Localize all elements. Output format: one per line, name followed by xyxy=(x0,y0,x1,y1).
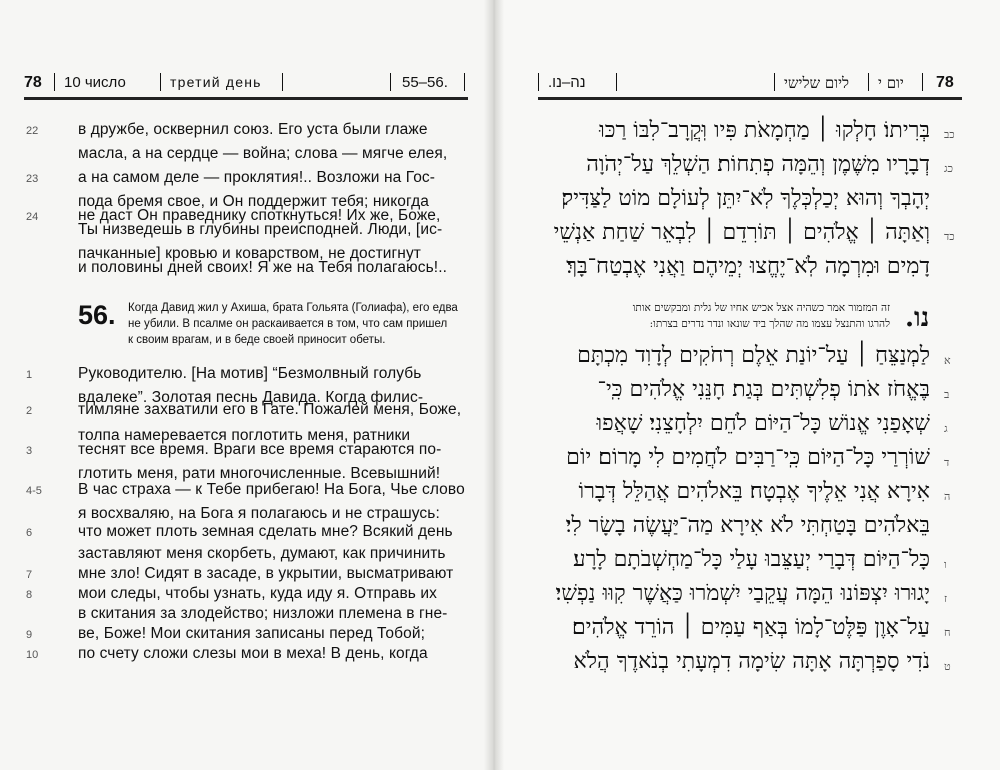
hebrew-line: שְׁאָפַנִי אֱנוֹשׁ כָּל־הַיּוֹם לֹחֵם יִלְחָצֵנִי׃ שָׁאֲפוּ xyxy=(596,411,930,436)
book-gutter xyxy=(484,0,504,770)
text-line: мои следы, чтобы узнать, куда иду я. Отправь их xyxy=(78,585,437,602)
header-divider xyxy=(54,73,55,91)
right-day-name: ליום שלישי xyxy=(784,74,850,92)
verse-number: 22 xyxy=(26,125,39,137)
verse-number: ח xyxy=(944,626,951,639)
verse-number: כד xyxy=(944,230,955,243)
left-psalms-range: 55–56. xyxy=(402,74,448,91)
verse-number: 23 xyxy=(26,173,39,185)
verse-number: 8 xyxy=(26,589,33,601)
text-line: глотить меня, рати многочисленные. Всевышний! xyxy=(78,465,441,482)
text-line: ве, Боже! Мои скитания записаны перед Тобой; xyxy=(78,625,425,642)
verse-number: ה xyxy=(944,490,951,503)
right-psalms-range: נה–נו. xyxy=(548,74,586,91)
text-line: мне зло! Сидят в засаде, в укрытии, высматривают xyxy=(78,565,454,582)
psalm-56-intro-line: не убили. В псалме он раскаивается в том, что сам пришел xyxy=(128,318,448,330)
verse-number: כג xyxy=(944,162,954,175)
header-divider xyxy=(616,73,617,91)
header-divider xyxy=(160,73,161,91)
hebrew-line: עַל־אָוֶן פַּלֶּט־לָמוֹ בְּאַף עַמִּים ׀ הוֹרֵד אֱלֹהִים׃ xyxy=(572,615,930,640)
header-divider xyxy=(390,73,391,91)
verse-number: 6 xyxy=(26,527,33,539)
verse-number: כב xyxy=(944,128,955,141)
verse-number: ט xyxy=(944,660,951,673)
psalm-56-intro-line: Когда Давид жил у Ахиша, брата Гольята (Голиафа), его едва xyxy=(128,302,458,314)
psalm-56-number: 56. xyxy=(78,300,116,330)
verse-number: 24 xyxy=(26,211,39,223)
verse-number: 7 xyxy=(26,569,33,581)
hebrew-line: נֹדִי סָפַרְתָּה אָתָּה שִׂימָה דִמְעָתִי בְנֹאדֶךָ הֲלֹא xyxy=(573,649,930,674)
verse-number: ד xyxy=(944,456,950,469)
text-line: заставляют меня скорбеть, думают, как причинить xyxy=(78,545,446,562)
hebrew-line: בֵּאלֹהִים בָּטַחְתִּי לֹא אִירָא מַה־יַּעֲשֶׂה בָשָׂר לִי׃ xyxy=(565,513,930,538)
left-page-number: 78 xyxy=(24,74,42,91)
verse-number: 2 xyxy=(26,405,33,417)
psalm-56-intro-line: к своим врагам, и в беде своей приносит обеты. xyxy=(128,334,386,346)
text-line: и половины дней своих! Я же на Тебя полагаюсь!.. xyxy=(78,259,448,276)
text-line: В час страха — к Тебе прибегаю! На Бога, Чье слово xyxy=(78,481,465,498)
right-day-number: יום י xyxy=(878,74,904,92)
header-divider xyxy=(774,73,775,91)
right-running-header xyxy=(538,70,962,100)
header-divider xyxy=(922,73,923,91)
header-divider xyxy=(538,73,539,91)
psalm-56-hebrew-intro-line: להרגו והתנצל עצמו מה שהלך ביד שונאו ונדר נדרים בצרתו: xyxy=(649,318,890,330)
psalm-56-hebrew-number: נו. xyxy=(905,303,930,333)
verse-number: 4-5 xyxy=(26,485,42,497)
header-rule xyxy=(538,97,962,100)
hebrew-line: כָּל־הַיּוֹם דְּבָרַי יְעַצֵּבוּ עָלַי כָּל־מַחְשְׁבֹתָם לָרָע׃ xyxy=(573,547,930,572)
header-divider xyxy=(868,73,869,91)
text-line: по счету сложи слезы мои в меха! В день, когда xyxy=(78,645,428,662)
hebrew-line: דְבָרָיו מִשֶּׁמֶן וְהֵמָּה פְתִחוֹת׃ הַשְׁלֵךְ עַל־יְהֹוָה xyxy=(586,152,930,177)
hebrew-line: אִירָא אֲנִי אֵלֶיךָ אֶבְטָח׃ בֵּאלֹהִים אֲהַלֵּל דְּבָרוֹ xyxy=(578,479,930,504)
text-line: теснят все время. Враги все время стараются по- xyxy=(78,441,442,458)
hebrew-line: וְאַתָּה ׀ אֱלֹהִים ׀ תּוֹרִדֵם ׀ לִבְאֵר שַׁחַת אַנְשֵׁי xyxy=(553,220,930,245)
text-line: вдалеке”. Золотая песнь Давида. Когда филис- xyxy=(78,389,424,406)
text-line: в скитания за злодейство; низложи племена в гне- xyxy=(78,605,448,622)
hebrew-line: יְהָבְךָ וְהוּא יְכַלְכְּלֶךָ לֹֽא־יִתֵּן לְעוֹלָם מוֹט לַצַּדִּיק׃ xyxy=(561,186,930,211)
right-page-number: 78 xyxy=(936,74,954,91)
left-day-name: третий день xyxy=(170,74,262,90)
hebrew-line: בְּרִיתוֹ׃ חָלְקוּ ׀ מַחְמָאֹת פִּיו וּֽקֲרָב־לִבּוֹ רַכּוּ xyxy=(599,118,930,143)
verse-number: ז xyxy=(944,592,948,605)
verse-number: ב xyxy=(944,388,950,401)
text-line: я восхваляю, на Бога я полагаюсь и не страшусь: xyxy=(78,505,440,522)
left-day-number: 10 число xyxy=(64,74,126,91)
verse-number: 9 xyxy=(26,629,33,641)
text-line: Руководителю. [На мотив] “Безмолвный голубь xyxy=(78,365,422,382)
text-line: пачканные] кровью и коварством, не достигнут xyxy=(78,245,422,262)
hebrew-line: יָגוּרוּ יִצְפּוֹנוּ הֵמָּה עֲקֵבַי יִשְׁמֹרוּ כַּאֲשֶׁר קִוּוּ נַפְשִׁי׃ xyxy=(555,581,930,606)
verse-number: ג xyxy=(944,422,948,435)
text-line: тимляне захватили его в Гате. Пожалей меня, Боже, xyxy=(78,401,462,418)
hebrew-line: דָמִים וּמִרְמָה לֹֽא־יֶחֱצוּ יְמֵיהֶם וַאֲנִי אֶבְטַח־בָּךְ׃ xyxy=(566,254,930,279)
hebrew-line: בֶּאֱחֹז אֹתוֹ פְלִשְׁתִּים בְּגַת׃ חָנֵּנִי אֱלֹהִים כִּֽי־ xyxy=(597,377,930,402)
header-divider xyxy=(464,73,465,91)
verse-number: א xyxy=(944,354,951,367)
text-line: толпа намеревается поглотить меня, ратники xyxy=(78,427,411,444)
header-rule xyxy=(24,97,468,100)
hebrew-line: שׁוֹרְרַי כָּל־הַיּוֹם כִּֽי־רַבִּים לֹחֲמִים לִי מָרוֹם׃ יוֹם xyxy=(566,445,930,470)
text-line: масла, а на сердце — война; слова — мягче елея, xyxy=(78,145,448,162)
psalm-56-hebrew-intro-line: זה המזמור אמר כשהיה אצל אכיש אחיו של גלית ומבקשים אותו xyxy=(632,302,890,314)
text-line: что может плоть земная сделать мне? Всякий день xyxy=(78,523,453,540)
text-line: в дружбе, осквернил союз. Его уста были глаже xyxy=(78,121,428,138)
text-line: а на самом деле — проклятия!.. Возложи на Гос- xyxy=(78,169,436,186)
header-divider xyxy=(282,73,283,91)
text-line: не даст Он праведнику споткнуться! Их же, Боже, xyxy=(78,207,441,224)
hebrew-line: לַמְנַצֵּחַ ׀ עַל־יוֹנַת אֵלֶם רְחֹקִים לְדָוִד מִכְתָּם xyxy=(577,343,930,368)
text-line: Ты низведешь в глубины преисподней. Люди, [ис- xyxy=(78,221,443,238)
verse-number: ו xyxy=(944,558,947,571)
verse-number: 10 xyxy=(26,649,39,661)
left-running-header xyxy=(24,70,468,100)
text-line: пода бремя свое, и Он поддержит тебя; никогда xyxy=(78,193,429,210)
verse-number: 1 xyxy=(26,369,33,381)
verse-number: 3 xyxy=(26,445,33,457)
